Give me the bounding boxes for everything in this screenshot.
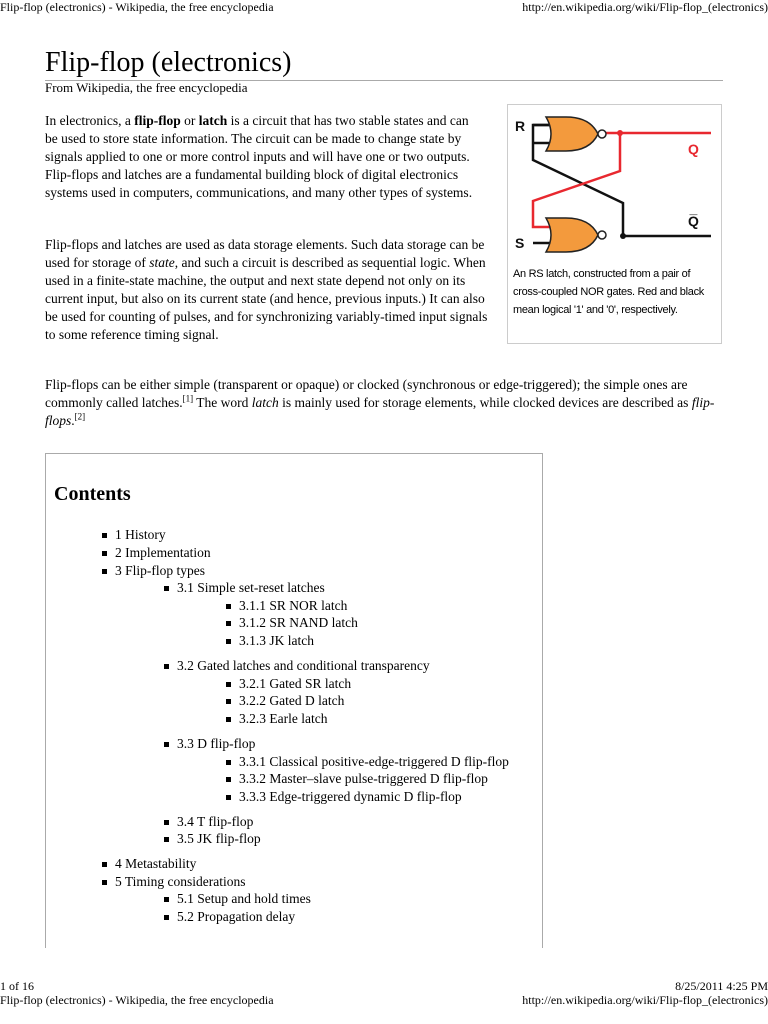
toc-item-propagation-delay[interactable]: 5.2 Propagation delay: [177, 909, 296, 924]
nor-gate-r: [546, 117, 606, 151]
reference-1-link[interactable]: [1]: [182, 393, 194, 404]
toc-item-gated-latches[interactable]: 3.2 Gated latches and conditional transparency: [177, 658, 430, 673]
print-footer-page: 1 of 16: [0, 979, 34, 993]
toc-item-history[interactable]: 1 History: [115, 527, 166, 542]
nor-gate-s: [546, 218, 606, 252]
toc-item-simple-set-reset-latches[interactable]: 3.1 Simple set-reset latches: [177, 580, 325, 595]
toc-item-dynamic-d-flip-flop[interactable]: 3.3.3 Edge-triggered dynamic D flip-flop: [239, 789, 462, 804]
junction-qbar: [620, 233, 626, 239]
toc-item-jk-flip-flop[interactable]: 3.5 JK flip-flop: [177, 831, 261, 846]
print-header-url[interactable]: http://en.wikipedia.org/wiki/Flip-flop_(electronics): [522, 0, 768, 14]
term-flip-flop: flip-flop: [134, 113, 181, 128]
toc-item-d-flip-flop[interactable]: 3.3 D flip-flop: [177, 736, 256, 751]
toc-item-flip-flop-types[interactable]: 3 Flip-flop types: [115, 563, 205, 578]
toc-item-master-slave-d-flip-flop[interactable]: 3.3.2 Master–slave pulse-triggered D flip-flop: [239, 771, 488, 786]
label-q: Q: [688, 141, 699, 157]
reference-2-link[interactable]: [2]: [74, 411, 86, 422]
types-paragraph: Flip-flops can be either simple (transparent or opaque) or clocked (synchronous or edge-triggered); the simple ones are commonly called latches.[1] The word latch is mainly used for storage elements, while clocked devices are described as flip-flops.[2]: [45, 377, 715, 428]
storage-paragraph: Flip-flops and latches are used as data storage elements. Such data storage can be used for storage of state, and such a circuit is described as sequential logic. When used in a finite-state machine, the output and next state depend not only on its current input, but also on its current state (and hence, previous inputs.) It can also be used for counting of pulses, and for synchronizing variably-timed input signals to some reference timing signal.: [45, 237, 488, 342]
toc-item-gated-sr-latch[interactable]: 3.2.1 Gated SR latch: [239, 676, 352, 691]
label-qbar: Q̅: [688, 213, 699, 229]
toc-item-classical-d-flip-flop[interactable]: 3.3.1 Classical positive-edge-triggered D flip-flop: [239, 754, 509, 769]
label-r: R: [515, 118, 526, 134]
toc-item-implementation[interactable]: 2 Implementation: [115, 545, 211, 560]
table-of-contents: [45, 453, 543, 948]
page-subtitle: From Wikipedia, the free encyclopedia: [45, 80, 248, 95]
junction-q: [617, 130, 623, 136]
toc-title: Contents: [54, 483, 131, 505]
page-title: Flip-flop (electronics): [45, 47, 292, 78]
toc-item-sr-nand-latch[interactable]: 3.1.2 SR NAND latch: [239, 615, 358, 630]
term-state-link[interactable]: state: [149, 255, 175, 270]
toc-item-earle-latch[interactable]: 3.2.3 Earle latch: [239, 711, 328, 726]
print-footer-datetime: 8/25/2011 4:25 PM: [675, 979, 768, 993]
rs-latch-diagram[interactable]: [508, 105, 721, 265]
toc-item-jk-latch[interactable]: 3.1.3 JK latch: [239, 633, 314, 648]
rs-latch-figure: [507, 104, 722, 344]
print-footer-url[interactable]: http://en.wikipedia.org/wiki/Flip-flop_(electronics): [522, 993, 768, 1007]
toc-item-timing-considerations[interactable]: 5 Timing considerations: [115, 874, 246, 889]
print-header-title: Flip-flop (electronics) - Wikipedia, the free encyclopedia: [0, 0, 274, 14]
term-latch-italic: latch: [251, 395, 279, 410]
term-latch: latch: [198, 113, 228, 128]
intro-paragraph: In electronics, a flip-flop or latch is a circuit that has two stable states and can be used to store state information. The circuit can be made to change state by signals applied to one or more control inputs and will have one or two outputs. Flip-flops and latches are a fundamental building block of digital electronics systems used in computers, communications, and many other types of systems.: [45, 113, 473, 200]
label-s: S: [515, 235, 525, 251]
term-flip-flops-italic: flip-flops: [45, 395, 715, 428]
toc-item-sr-nor-latch[interactable]: 3.1.1 SR NOR latch: [239, 598, 348, 613]
toc-item-setup-hold-times[interactable]: 5.1 Setup and hold times: [177, 891, 311, 906]
print-footer-title: Flip-flop (electronics) - Wikipedia, the free encyclopedia: [0, 993, 274, 1007]
toc-item-gated-d-latch[interactable]: 3.2.2 Gated D latch: [239, 693, 345, 708]
toc-item-t-flip-flop[interactable]: 3.4 T flip-flop: [177, 814, 254, 829]
figure-caption: An RS latch, constructed from a pair of cross-coupled NOR gates. Red and black mean logical '1' and '0', respectively.: [513, 268, 704, 316]
toc-item-metastability[interactable]: 4 Metastability: [115, 856, 197, 871]
